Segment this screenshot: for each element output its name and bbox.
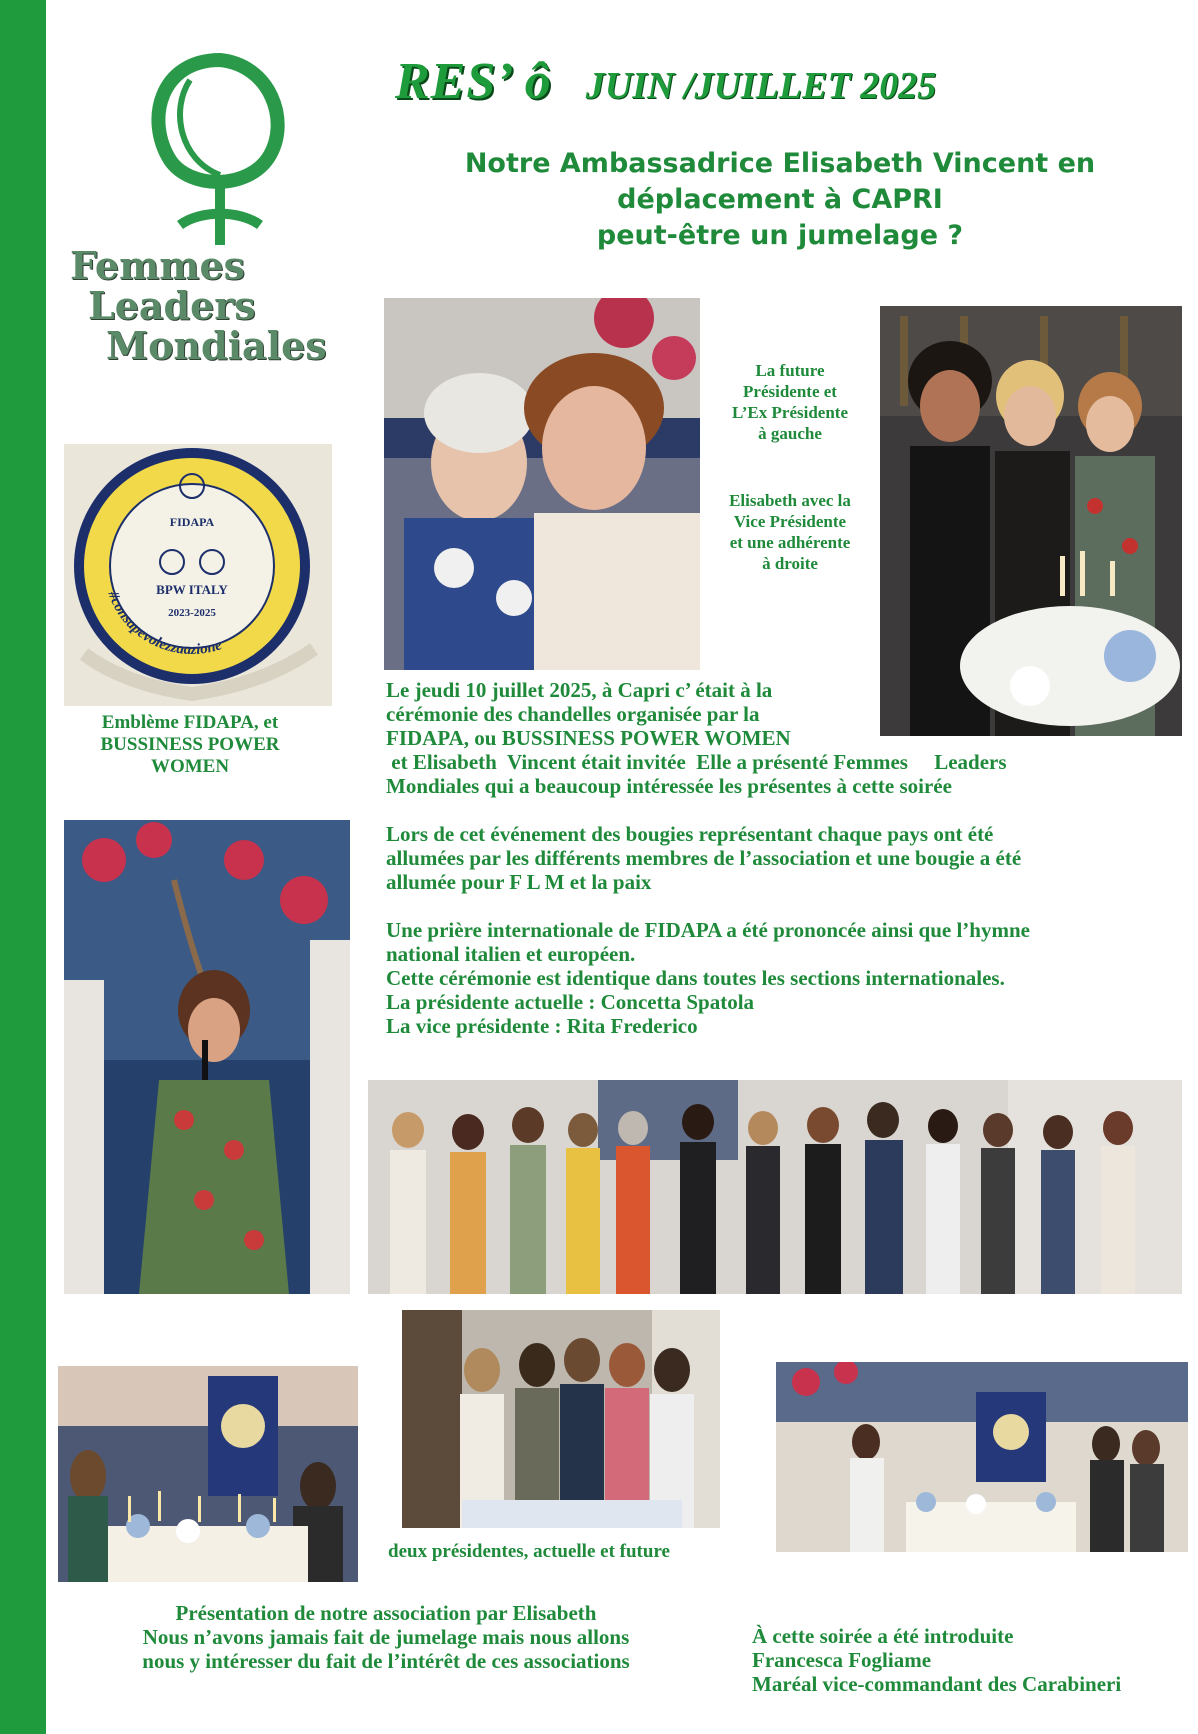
- emblem-caption-line: WOMEN: [150, 756, 230, 777]
- caption-line: et une adhérente: [729, 533, 851, 552]
- title-date: JUIN /JUILLET 2025: [585, 65, 937, 107]
- flm-logo: [60, 50, 350, 370]
- caption-elisabeth-vp: [705, 490, 875, 574]
- caption-line: L’Ex Présidente: [731, 403, 848, 422]
- caption-future-president: [705, 360, 875, 444]
- page-title: [395, 52, 1195, 111]
- caption-line: Présentation de notre association par Elisabeth: [175, 1601, 597, 1625]
- emblem-center-mid: BPW ITALY: [156, 582, 228, 597]
- article-line: national italien et européen.: [386, 942, 636, 966]
- photo-two-women: [384, 298, 700, 670]
- article-line: Mondiales qui a beaucoup intéressée les présentes à cette soirée: [386, 774, 952, 798]
- caption-line: Présidente et: [743, 382, 837, 401]
- caption-line: Nous n’avons jamais fait de jumelage mais nous allons: [142, 1625, 630, 1649]
- emblem-caption: [60, 712, 320, 778]
- article-body: [386, 678, 1146, 1038]
- article-line: Lors de cet événement des bougies représentant chaque pays ont été: [386, 822, 994, 846]
- article-line: FIDAPA, ou BUSSINESS POWER WOMEN: [386, 726, 791, 750]
- logo-word-mondiales: Mondiales: [106, 323, 327, 368]
- emblem-caption-line: BUSSINESS POWER: [100, 734, 280, 755]
- caption-line: à gauche: [758, 424, 822, 443]
- photo-candle-table-banner: [58, 1366, 358, 1582]
- caption-line: Francesca Fogliame: [752, 1648, 932, 1672]
- article-line: cérémonie des chandelles organisée par la: [386, 702, 760, 726]
- caption-line: à droite: [762, 554, 818, 573]
- subtitle-line: Notre Ambassadrice Elisabeth Vincent en: [464, 148, 1096, 179]
- article-line: allumées par les différents membres de l’association et une bougie a été: [386, 846, 1022, 870]
- caption-line: nous y intéresser du fait de l’intérêt de ces associations: [142, 1649, 630, 1673]
- article-paragraph-2: [386, 822, 1146, 894]
- caption-presentation: [66, 1601, 706, 1673]
- caption-line: Elisabeth avec la: [729, 491, 851, 510]
- photo-ceremony-room: [776, 1362, 1188, 1552]
- fidapa-emblem: [64, 444, 332, 706]
- logo-word-femmes: Femmes: [70, 243, 246, 288]
- caption-line: Vice Présidente: [733, 512, 847, 531]
- caption-introduced: [752, 1624, 1192, 1696]
- emblem-center-top: FIDAPA: [169, 515, 215, 529]
- photo-three-women-candles: [880, 306, 1182, 736]
- photo-woman-speaking: [64, 820, 350, 1294]
- caption-two-presidents: deux présidentes, actuelle et future: [388, 1541, 670, 1562]
- article-line: et Elisabeth Vincent était invitée Elle a présenté Femmes Leaders: [386, 750, 1007, 774]
- woman-figure-logo-icon: [120, 50, 320, 260]
- article-line: Le jeudi 10 juillet 2025, à Capri c’ était à la: [386, 678, 773, 702]
- article-line: Cette cérémonie est identique dans toutes les sections internationales.: [386, 966, 1005, 990]
- article-line: La présidente actuelle : Concetta Spatola: [386, 990, 755, 1014]
- photo-group: [368, 1080, 1182, 1294]
- article-paragraph-1: [386, 678, 1146, 798]
- logo-word-leaders: Leaders: [88, 283, 256, 328]
- caption-line: Maréal vice-commandant des Carabineri: [752, 1672, 1122, 1696]
- emblem-ring-text: #consapevolezzaazione: [104, 588, 224, 659]
- title-res: RES’ ô: [395, 53, 552, 110]
- article-line: La vice présidente : Rita Frederico: [386, 1014, 698, 1038]
- caption-line: La future: [755, 361, 825, 380]
- article-paragraph-3: [386, 918, 1146, 1038]
- subtitle-line: déplacement à CAPRI: [617, 184, 943, 215]
- subtitle: [420, 146, 1140, 254]
- left-green-bar: [0, 0, 46, 1734]
- caption-line: À cette soirée a été introduite: [752, 1624, 1014, 1648]
- photo-two-presidents: [402, 1310, 720, 1528]
- article-line: allumée pour F L M et la paix: [386, 870, 652, 894]
- subtitle-line: peut-être un jumelage ?: [596, 220, 964, 251]
- article-line: Une prière internationale de FIDAPA a été prononcée ainsi que l’hymne: [386, 918, 1030, 942]
- emblem-caption-line: Emblème FIDAPA, et: [101, 712, 279, 733]
- emblem-years: 2023-2025: [168, 607, 216, 619]
